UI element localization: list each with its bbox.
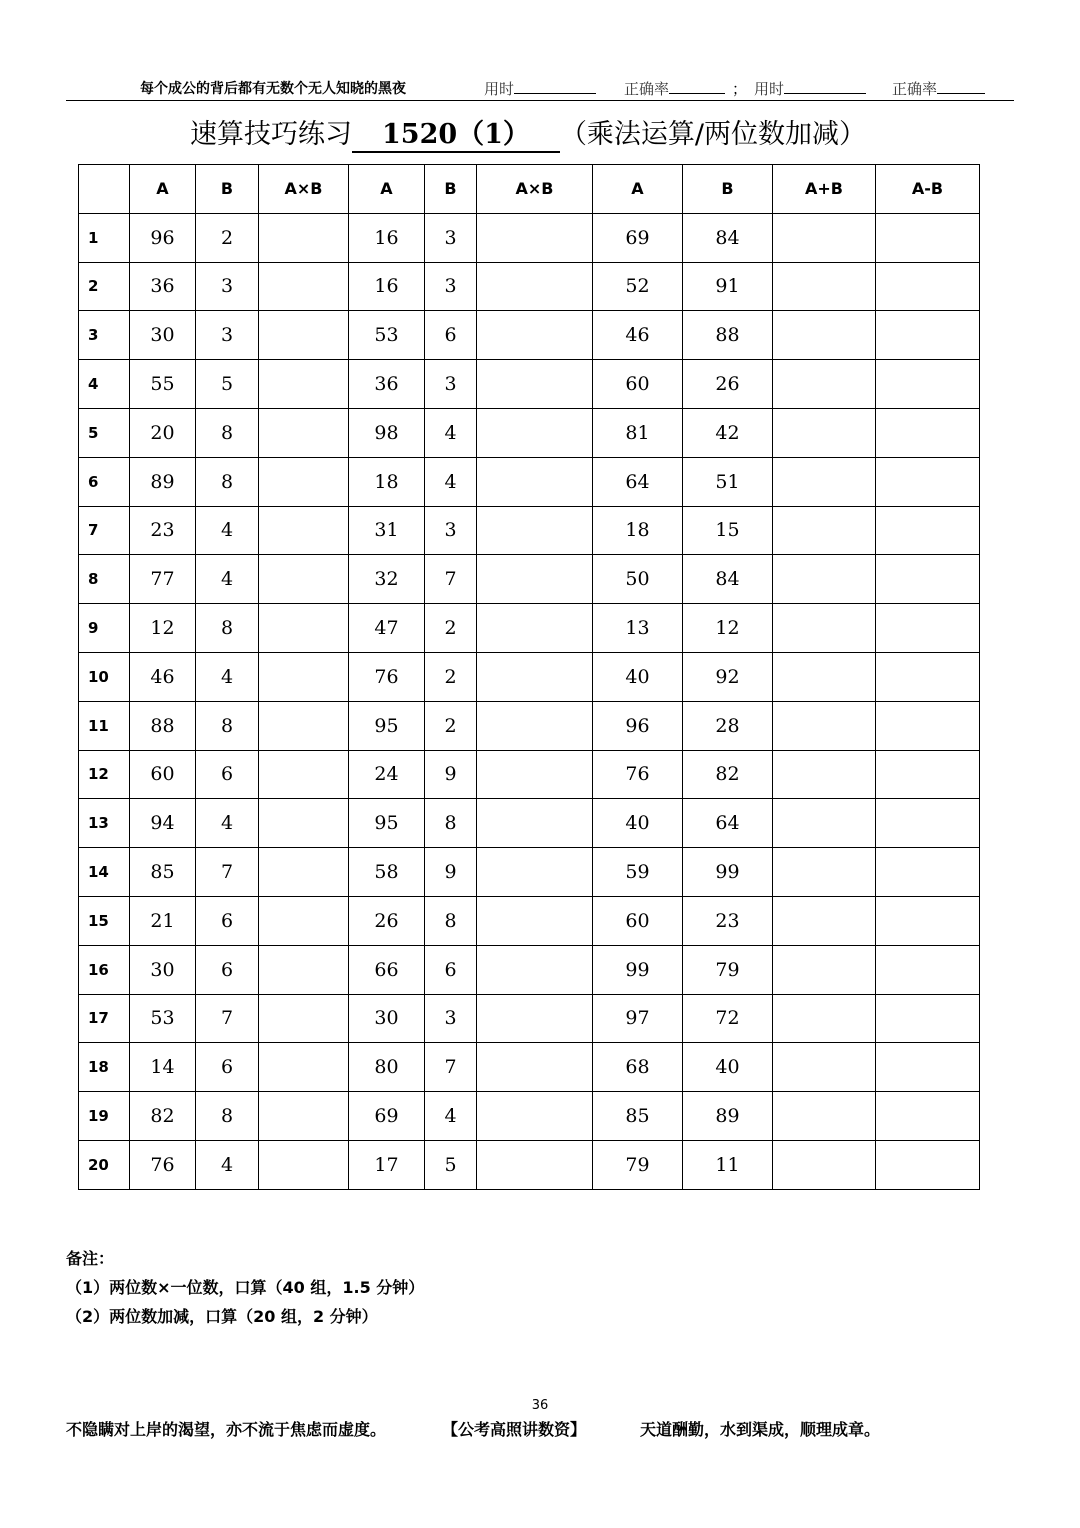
column-header: B	[196, 165, 259, 214]
operand-cell: 99	[683, 848, 773, 897]
operand-cell: 11	[683, 1140, 773, 1189]
table-row	[79, 799, 980, 848]
table-header-row	[79, 165, 980, 214]
operand-cell: 55	[130, 360, 196, 409]
operand-cell: 18	[349, 457, 425, 506]
row-number: 13	[79, 799, 130, 848]
answer-cell[interactable]	[773, 555, 876, 604]
operand-cell: 8	[196, 701, 259, 750]
time-field-2[interactable]	[754, 78, 866, 99]
operand-cell: 20	[130, 408, 196, 457]
operand-cell: 3	[425, 213, 477, 262]
operand-cell: 16	[349, 213, 425, 262]
table-row	[79, 457, 980, 506]
row-number: 4	[79, 360, 130, 409]
answer-cell[interactable]	[259, 652, 349, 701]
answer-cell[interactable]	[876, 652, 980, 701]
operand-cell: 30	[130, 945, 196, 994]
answer-cell[interactable]	[876, 1043, 980, 1092]
operand-cell: 96	[593, 701, 683, 750]
operand-cell: 40	[593, 652, 683, 701]
answer-cell[interactable]	[477, 848, 593, 897]
header-motto: 每个成公的背后都有无数个无人知晓的黑夜	[140, 81, 406, 97]
time-blank-1[interactable]	[514, 79, 596, 94]
operand-cell: 5	[196, 360, 259, 409]
row-number: 3	[79, 311, 130, 360]
answer-cell[interactable]	[477, 408, 593, 457]
operand-cell: 6	[425, 311, 477, 360]
table-row	[79, 701, 980, 750]
footer-left: 不隐瞒对上岸的渴望，亦不流于焦虑而虚度。	[66, 1420, 387, 1439]
notes-heading: 备注：	[66, 1249, 115, 1268]
row-number: 8	[79, 555, 130, 604]
operand-cell: 42	[683, 408, 773, 457]
operand-cell: 53	[130, 994, 196, 1043]
page-title	[190, 112, 866, 153]
operand-cell: 6	[196, 1043, 259, 1092]
operand-cell: 3	[425, 360, 477, 409]
operand-cell: 23	[130, 506, 196, 555]
operand-cell: 26	[683, 360, 773, 409]
operand-cell: 69	[349, 1092, 425, 1141]
answer-cell[interactable]	[259, 555, 349, 604]
operand-cell: 9	[425, 750, 477, 799]
operand-cell: 2	[425, 652, 477, 701]
operand-cell: 97	[593, 994, 683, 1043]
operand-cell: 8	[425, 896, 477, 945]
operand-cell: 24	[349, 750, 425, 799]
operand-cell: 40	[683, 1043, 773, 1092]
operand-cell: 30	[130, 311, 196, 360]
answer-cell[interactable]	[477, 799, 593, 848]
operand-cell: 4	[196, 506, 259, 555]
operand-cell: 50	[593, 555, 683, 604]
answer-cell[interactable]	[876, 994, 980, 1043]
answer-cell[interactable]	[259, 701, 349, 750]
row-number: 9	[79, 604, 130, 653]
answer-cell[interactable]	[773, 750, 876, 799]
page-number: 36	[531, 1398, 549, 1413]
answer-cell[interactable]	[876, 360, 980, 409]
answer-cell[interactable]	[876, 1140, 980, 1189]
table-body	[79, 213, 980, 1189]
table-row	[79, 506, 980, 555]
operand-cell: 3	[196, 262, 259, 311]
operand-cell: 79	[593, 1140, 683, 1189]
operand-cell: 16	[349, 262, 425, 311]
title-prefix: 速算技巧练习	[190, 119, 352, 150]
answer-cell[interactable]	[773, 994, 876, 1043]
answer-cell[interactable]	[876, 1092, 980, 1141]
accuracy-field-2[interactable]	[892, 78, 985, 99]
answer-cell[interactable]	[477, 1043, 593, 1092]
answer-cell[interactable]	[477, 1140, 593, 1189]
answer-cell[interactable]	[773, 1140, 876, 1189]
operand-cell: 79	[683, 945, 773, 994]
answer-cell[interactable]	[259, 799, 349, 848]
accuracy-blank-1[interactable]	[669, 79, 725, 94]
operand-cell: 76	[349, 652, 425, 701]
table-row	[79, 360, 980, 409]
operand-cell: 4	[425, 408, 477, 457]
operand-cell: 89	[683, 1092, 773, 1141]
operand-cell: 77	[130, 555, 196, 604]
operand-cell: 26	[349, 896, 425, 945]
answer-cell[interactable]	[773, 896, 876, 945]
row-number: 14	[79, 848, 130, 897]
answer-cell[interactable]	[259, 213, 349, 262]
operand-cell: 53	[349, 311, 425, 360]
operand-cell: 12	[683, 604, 773, 653]
answer-cell[interactable]	[773, 408, 876, 457]
operand-cell: 8	[196, 408, 259, 457]
operand-cell: 76	[130, 1140, 196, 1189]
operand-cell: 68	[593, 1043, 683, 1092]
answer-cell[interactable]	[259, 262, 349, 311]
answer-cell[interactable]	[259, 360, 349, 409]
operand-cell: 7	[196, 994, 259, 1043]
operand-cell: 2	[425, 701, 477, 750]
operand-cell: 99	[593, 945, 683, 994]
answer-cell[interactable]	[773, 360, 876, 409]
time-field-1[interactable]	[484, 78, 596, 99]
operand-cell: 96	[130, 213, 196, 262]
notes-line-1: （1）两位数×一位数，口算（40 组，1.5 分钟）	[66, 1278, 425, 1297]
answer-cell[interactable]	[259, 1092, 349, 1141]
operand-cell: 85	[593, 1092, 683, 1141]
answer-cell[interactable]	[876, 457, 980, 506]
notes-section	[66, 1244, 424, 1331]
answer-cell[interactable]	[477, 311, 593, 360]
operand-cell: 6	[196, 750, 259, 799]
answer-cell[interactable]	[773, 848, 876, 897]
answer-cell[interactable]	[773, 213, 876, 262]
row-number: 18	[79, 1043, 130, 1092]
operand-cell: 58	[349, 848, 425, 897]
accuracy-label-1: 正确率	[624, 80, 670, 98]
operand-cell: 7	[425, 555, 477, 604]
operand-cell: 95	[349, 701, 425, 750]
operand-cell: 8	[196, 1092, 259, 1141]
operand-cell: 60	[593, 896, 683, 945]
operand-cell: 3	[425, 262, 477, 311]
answer-cell[interactable]	[773, 652, 876, 701]
answer-cell[interactable]	[773, 799, 876, 848]
column-header: A-B	[876, 165, 980, 214]
answer-cell[interactable]	[259, 945, 349, 994]
accuracy-label-2: 正确率	[892, 80, 938, 98]
answer-cell[interactable]	[259, 457, 349, 506]
operand-cell: 84	[683, 555, 773, 604]
column-header: A×B	[259, 165, 349, 214]
column-header: A+B	[773, 165, 876, 214]
accuracy-blank-2[interactable]	[937, 79, 985, 94]
operand-cell: 9	[425, 848, 477, 897]
operand-cell: 85	[130, 848, 196, 897]
answer-cell[interactable]	[773, 701, 876, 750]
operand-cell: 36	[130, 262, 196, 311]
row-number: 16	[79, 945, 130, 994]
operand-cell: 60	[130, 750, 196, 799]
footer-right: 天道酬勤，水到渠成，顺理成章。	[640, 1420, 881, 1439]
answer-cell[interactable]	[876, 213, 980, 262]
answer-cell[interactable]	[876, 311, 980, 360]
row-number: 10	[79, 652, 130, 701]
operand-cell: 32	[349, 555, 425, 604]
row-number: 20	[79, 1140, 130, 1189]
operand-cell: 30	[349, 994, 425, 1043]
answer-cell[interactable]	[477, 652, 593, 701]
answer-cell[interactable]	[876, 750, 980, 799]
operand-cell: 80	[349, 1043, 425, 1092]
table-row	[79, 262, 980, 311]
operand-cell: 82	[683, 750, 773, 799]
row-number: 7	[79, 506, 130, 555]
row-number: 15	[79, 896, 130, 945]
title-number: 1520（1）	[352, 112, 560, 153]
answer-cell[interactable]	[773, 604, 876, 653]
answer-cell[interactable]	[876, 701, 980, 750]
operand-cell: 82	[130, 1092, 196, 1141]
table-row	[79, 994, 980, 1043]
operand-cell: 69	[593, 213, 683, 262]
operand-cell: 23	[683, 896, 773, 945]
answer-cell[interactable]	[259, 896, 349, 945]
answer-cell[interactable]	[259, 848, 349, 897]
operand-cell: 4	[425, 1092, 477, 1141]
answer-cell[interactable]	[477, 360, 593, 409]
operand-cell: 13	[593, 604, 683, 653]
accuracy-field-1[interactable]	[624, 78, 725, 99]
answer-cell[interactable]	[259, 1140, 349, 1189]
operand-cell: 84	[683, 213, 773, 262]
operand-cell: 94	[130, 799, 196, 848]
table-row	[79, 408, 980, 457]
answer-cell[interactable]	[477, 604, 593, 653]
table-row	[79, 750, 980, 799]
answer-cell[interactable]	[477, 213, 593, 262]
row-number: 17	[79, 994, 130, 1043]
answer-cell[interactable]	[876, 555, 980, 604]
time-label-2: 用时	[754, 80, 785, 98]
row-number: 12	[79, 750, 130, 799]
operand-cell: 8	[196, 457, 259, 506]
answer-cell[interactable]	[477, 750, 593, 799]
operand-cell: 88	[130, 701, 196, 750]
answer-cell[interactable]	[876, 945, 980, 994]
table-row	[79, 652, 980, 701]
answer-cell[interactable]	[876, 262, 980, 311]
operand-cell: 95	[349, 799, 425, 848]
table-row	[79, 1140, 980, 1189]
table-row	[79, 213, 980, 262]
row-number: 19	[79, 1092, 130, 1141]
operand-cell: 66	[349, 945, 425, 994]
operand-cell: 98	[349, 408, 425, 457]
row-number: 1	[79, 213, 130, 262]
time-blank-2[interactable]	[784, 79, 866, 94]
answer-cell[interactable]	[876, 848, 980, 897]
operand-cell: 21	[130, 896, 196, 945]
operand-cell: 7	[425, 1043, 477, 1092]
column-header	[79, 165, 130, 214]
answer-cell[interactable]	[876, 604, 980, 653]
operand-cell: 4	[196, 1140, 259, 1189]
operand-cell: 40	[593, 799, 683, 848]
operand-cell: 5	[425, 1140, 477, 1189]
title-suffix: （乘法运算/两位数加减）	[559, 119, 867, 150]
answer-cell[interactable]	[477, 945, 593, 994]
table-row	[79, 848, 980, 897]
operand-cell: 64	[683, 799, 773, 848]
footer-center: 【公考高照讲数资】	[442, 1420, 587, 1439]
answer-cell[interactable]	[773, 945, 876, 994]
answer-cell[interactable]	[773, 506, 876, 555]
row-number: 11	[79, 701, 130, 750]
time-label-1: 用时	[484, 80, 515, 98]
answer-cell[interactable]	[876, 408, 980, 457]
table-row	[79, 896, 980, 945]
operand-cell: 7	[196, 848, 259, 897]
operand-cell: 91	[683, 262, 773, 311]
answer-cell[interactable]	[773, 1092, 876, 1141]
answer-cell[interactable]	[477, 701, 593, 750]
table-row	[79, 1043, 980, 1092]
operand-cell: 4	[196, 555, 259, 604]
answer-cell[interactable]	[876, 799, 980, 848]
operand-cell: 28	[683, 701, 773, 750]
operand-cell: 3	[425, 506, 477, 555]
column-header: B	[683, 165, 773, 214]
operand-cell: 4	[425, 457, 477, 506]
table-row	[79, 1092, 980, 1141]
table-row	[79, 311, 980, 360]
answer-cell[interactable]	[259, 750, 349, 799]
operand-cell: 72	[683, 994, 773, 1043]
answer-cell[interactable]	[477, 1092, 593, 1141]
operand-cell: 31	[349, 506, 425, 555]
table-row	[79, 604, 980, 653]
operand-cell: 2	[196, 213, 259, 262]
page-header	[66, 76, 1014, 101]
answer-cell[interactable]	[477, 457, 593, 506]
answer-cell[interactable]	[477, 994, 593, 1043]
operand-cell: 81	[593, 408, 683, 457]
operand-cell: 89	[130, 457, 196, 506]
exercise-table	[78, 164, 980, 1190]
answer-cell[interactable]	[259, 311, 349, 360]
operand-cell: 8	[425, 799, 477, 848]
answer-cell[interactable]	[259, 408, 349, 457]
answer-cell[interactable]	[773, 457, 876, 506]
answer-cell[interactable]	[259, 1043, 349, 1092]
operand-cell: 6	[196, 896, 259, 945]
operand-cell: 4	[196, 652, 259, 701]
operand-cell: 36	[349, 360, 425, 409]
operand-cell: 51	[683, 457, 773, 506]
operand-cell: 46	[130, 652, 196, 701]
operand-cell: 76	[593, 750, 683, 799]
operand-cell: 15	[683, 506, 773, 555]
column-header: A	[130, 165, 196, 214]
answer-cell[interactable]	[773, 1043, 876, 1092]
operand-cell: 12	[130, 604, 196, 653]
operand-cell: 60	[593, 360, 683, 409]
operand-cell: 3	[425, 994, 477, 1043]
answer-cell[interactable]	[876, 896, 980, 945]
operand-cell: 88	[683, 311, 773, 360]
column-header: B	[425, 165, 477, 214]
answer-cell[interactable]	[477, 262, 593, 311]
answer-cell[interactable]	[259, 994, 349, 1043]
row-number: 2	[79, 262, 130, 311]
notes-line-2: （2）两位数加减，口算（20 组，2 分钟）	[66, 1307, 378, 1326]
operand-cell: 47	[349, 604, 425, 653]
answer-cell[interactable]	[773, 262, 876, 311]
operand-cell: 8	[196, 604, 259, 653]
answer-cell[interactable]	[477, 506, 593, 555]
operand-cell: 52	[593, 262, 683, 311]
answer-cell[interactable]	[259, 506, 349, 555]
row-number: 5	[79, 408, 130, 457]
table-row	[79, 945, 980, 994]
operand-cell: 2	[425, 604, 477, 653]
answer-cell[interactable]	[773, 311, 876, 360]
operand-cell: 92	[683, 652, 773, 701]
operand-cell: 3	[196, 311, 259, 360]
operand-cell: 46	[593, 311, 683, 360]
answer-cell[interactable]	[876, 506, 980, 555]
column-header: A	[349, 165, 425, 214]
operand-cell: 18	[593, 506, 683, 555]
operand-cell: 14	[130, 1043, 196, 1092]
column-header: A×B	[477, 165, 593, 214]
operand-cell: 6	[425, 945, 477, 994]
table-row	[79, 555, 980, 604]
answer-cell[interactable]	[477, 555, 593, 604]
operand-cell: 17	[349, 1140, 425, 1189]
answer-cell[interactable]	[259, 604, 349, 653]
operand-cell: 4	[196, 799, 259, 848]
header-separator: ；	[732, 80, 748, 98]
column-header: A	[593, 165, 683, 214]
operand-cell: 64	[593, 457, 683, 506]
operand-cell: 6	[196, 945, 259, 994]
operand-cell: 59	[593, 848, 683, 897]
row-number: 6	[79, 457, 130, 506]
answer-cell[interactable]	[477, 896, 593, 945]
